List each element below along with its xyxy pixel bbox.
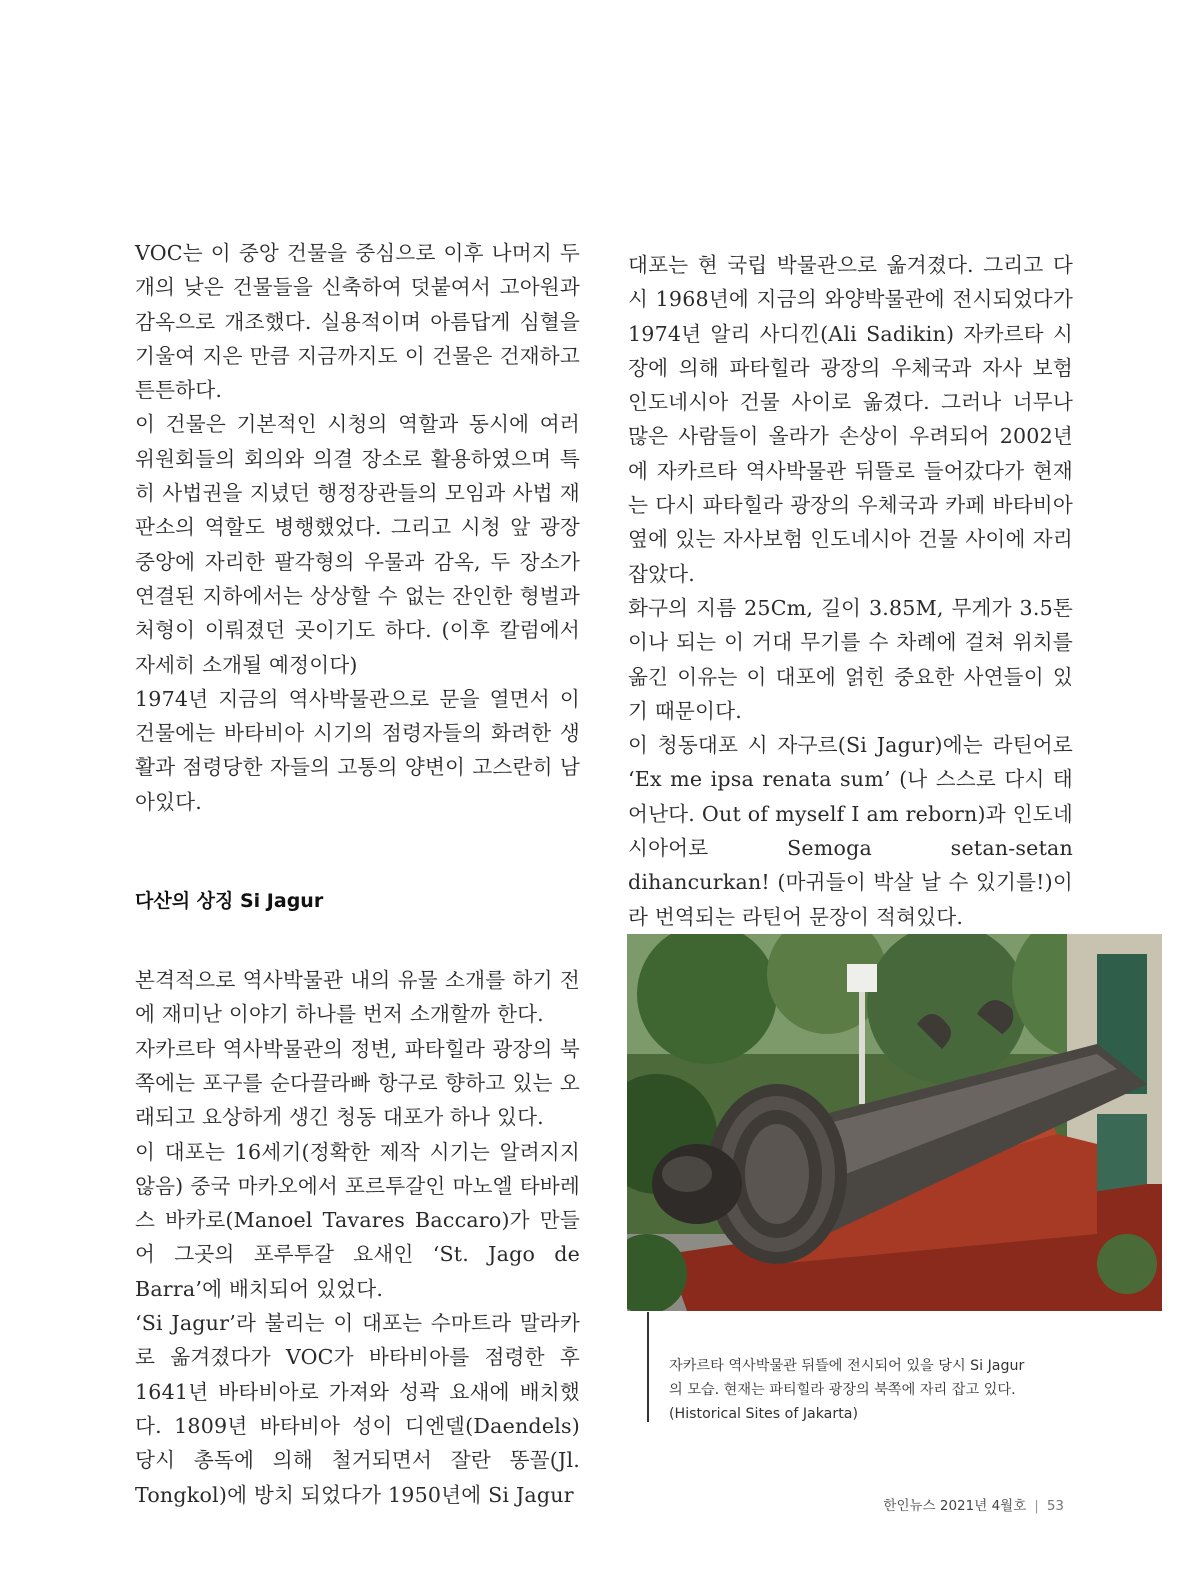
paragraph: 이 건물은 기본적인 시청의 역할과 동시에 여러 위원회들의 회의와 의결 장소로 활용하였으며 특히 사법권을 지녔던 행정장관들의 모임과 사법 재판소의 역할도 병행했었다. 그리고 시청 앞 광장 중앙에 자리한 팔각형의 우물과 감옥, 두 장소가 연결된 지하에서는 상상할 수 없는 잔인한 형벌과 처형이 이뤄졌던 곳이기도 하다. (이후 칼럼에서 자세히 소개될 예정이다) <box>135 412 580 677</box>
paragraph: 이 대포는 16세기(정확한 제작 시기는 알려지지 않음) 중국 마카오에서 포르투갈인 마노엘 타바레스 바카로(Manoel Tavares Baccaro)가 만들어 그곳의 포루투갈 요새인 ‘St. Jago de Barra’에 배치되어 있었다. <box>135 1139 580 1301</box>
paragraph: 1974년 지금의 역사박물관으로 문을 열면서 이 건물에는 바타비아 시기의 점령자들의 화려한 생활과 점령당한 자들의 고통의 양변이 고스란히 남아있다. <box>135 686 580 814</box>
section-heading: 다산의 상징 Si Jagur <box>135 890 324 913</box>
page-footer <box>883 1494 1064 1514</box>
photo-caption <box>647 1312 1087 1422</box>
cannon-photo <box>627 934 1162 1311</box>
left-column <box>135 236 580 1512</box>
paragraph: VOC는 이 중앙 건물을 중심으로 이후 나머지 두 개의 낮은 건물들을 신축하여 덧붙여서 고아원과 감옥으로 개조했다. 실용적이며 아름답게 심혈을 기울여 지은 만큼 지금까지도 이 건물은 건재하고 튼튼하다. <box>135 241 580 403</box>
footer-separator: | <box>1034 1498 1039 1514</box>
publication-name: 한인뉴스 2021년 4월호 <box>883 1498 1027 1514</box>
caption-line: 의 모습. 현재는 파티힐라 광장의 북쪽에 자리 잡고 있다. <box>669 1382 1016 1398</box>
paragraph: ‘Si Jagur’라 불리는 이 대포는 수마트라 말라카로 옮겨졌다가 VOC가 바타비아를 점령한 후 1641년 바타비아로 가져와 성곽 요새에 배치했다. 1809년 바타비아 성이 디엔델(Daendels) 당시 총독에 의해 철거되면서 잘란 똥꼴(Jl. Tongkol)에 방치 되었다가 1950년에 Si Jagur <box>135 1311 580 1507</box>
paragraph: 대포는 현 국립 박물관으로 옮겨졌다. 그리고 다시 1968년에 지금의 와양박물관에 전시되었다가 1974년 알리 사디낀(Ali Sadikin) 자카르타 시장에 의해 파타힐라 광장의 우체국과 자사 보험 인도네시아 건물 사이로 옮겼다. 그러나 너무나 많은 사람들이 올라가 손상이 우려되어 2002년에 자카르타 역사박물관 뒤뜰로 들어갔다가 현재는 다시 파타힐라 광장의 우체국과 카페 바타비아 옆에 있는 자사보험 인도네시아 건물 사이에 자리잡았다. <box>628 253 1073 586</box>
caption-line: 자카르타 역사박물관 뒤뜰에 전시되어 있을 당시 Si Jagur <box>669 1358 1025 1374</box>
paragraph: 자카르타 역사박물관의 정변, 파타힐라 광장의 북쪽에는 포구를 순다끌라빠 항구로 향하고 있는 오래되고 요상하게 생긴 청동 대포가 하나 있다. <box>135 1036 580 1130</box>
paragraph: 본격적으로 역사박물관 내의 유물 소개를 하기 전에 재미난 이야기 하나를 번저 소개할까 한다. <box>135 968 580 1027</box>
paragraph: 이 청동대포 시 자구르(Si Jagur)에는 라틴어로 ‘Ex me ipsa renata sum’ (나 스스로 다시 태어난다. Out of myself I am reborn)과 인도네시아어로 Semoga setan-setan dihancurkan! (마귀들이 박살 날 수 있기를!)이라 번역되는 라틴어 문장이 적혀있다. <box>628 733 1073 929</box>
page-number: 53 <box>1046 1498 1064 1514</box>
paragraph: 화구의 지름 25Cm, 길이 3.85M, 무게가 3.5톤이나 되는 이 거대 무기를 수 차례에 걸쳐 위치를 옮긴 이유는 이 대포에 얽힌 중요한 사연들이 있기 때문이다. <box>628 595 1073 723</box>
right-column <box>628 248 1073 934</box>
caption-line: (Historical Sites of Jakarta) <box>669 1406 858 1422</box>
